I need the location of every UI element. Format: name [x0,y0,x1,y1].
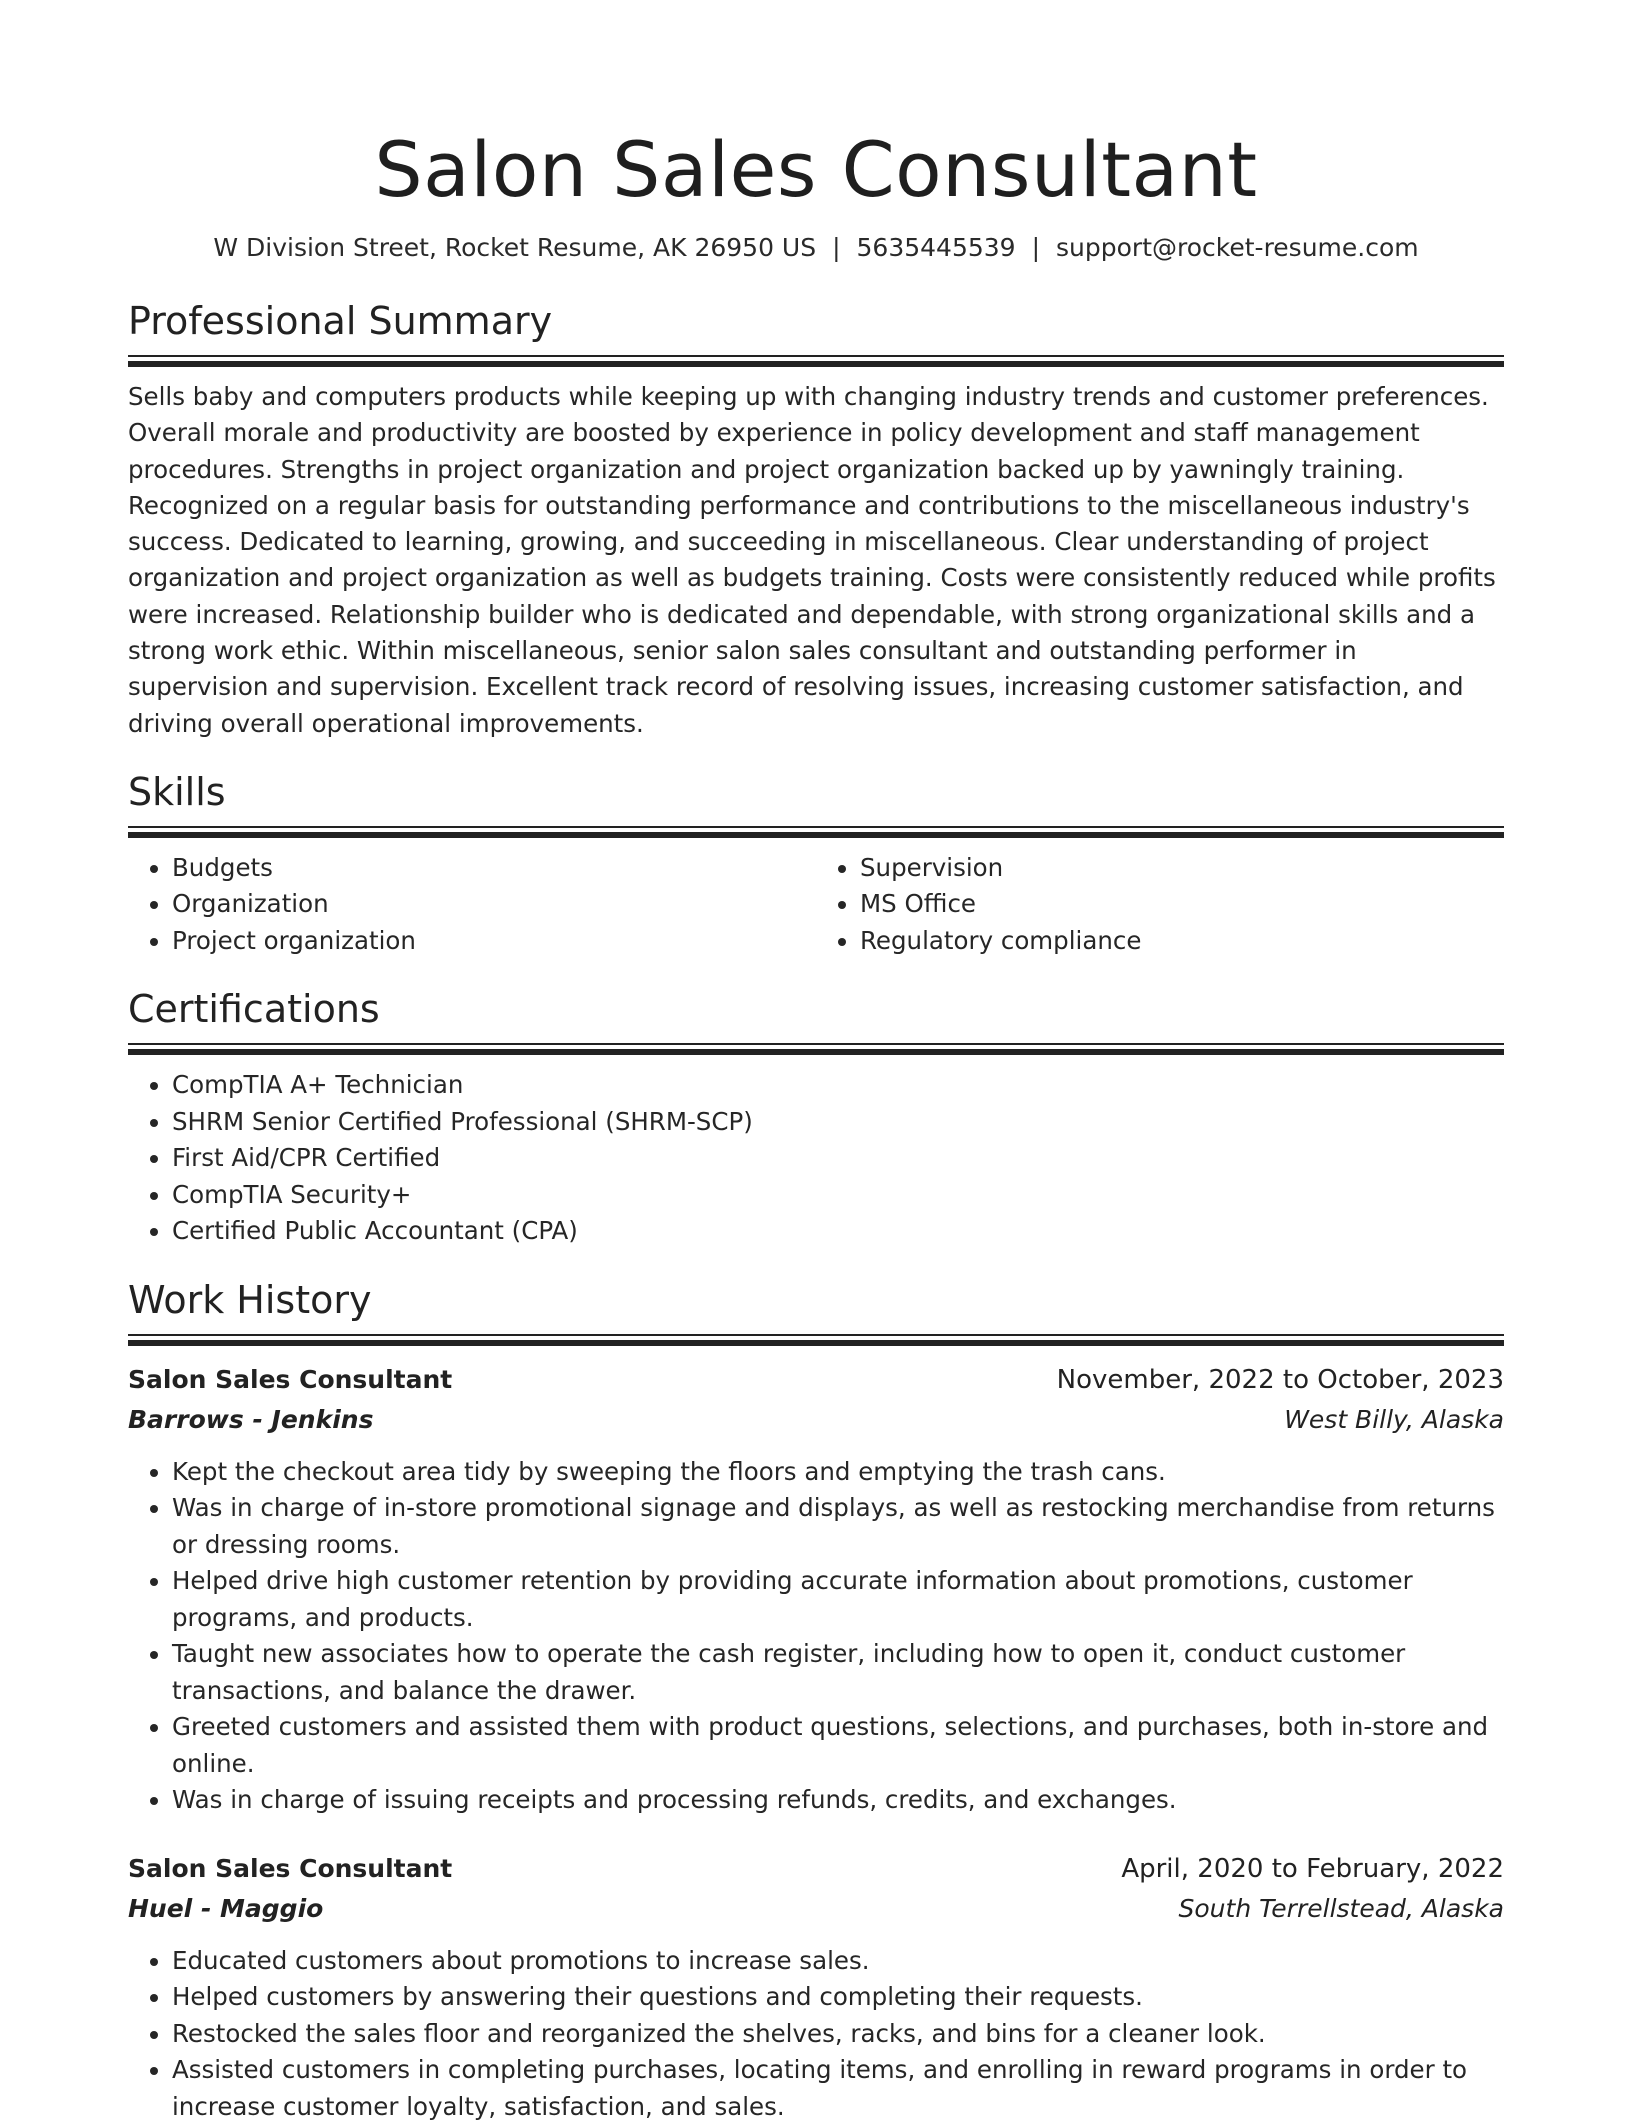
certification-item: • First Aid/CPR Certified [172,1140,1504,1177]
job-entry [128,1360,1504,1819]
skills-title: Skills [128,769,226,814]
job-title: Salon Sales Consultant [128,1853,453,1883]
skill-item: • Budgets [172,850,816,887]
summary-title: Professional Summary [128,299,553,343]
resume-name: Salon Sales Consultant [374,125,1258,214]
section-divider [128,1043,1504,1057]
contact-phone: 5635445539 [856,233,1016,262]
contact-line [128,232,1504,264]
certification-item: • CompTIA A+ Technician [172,1067,1504,1104]
job-company: Huel - Maggio [128,1893,324,1923]
certifications-list [128,1067,1504,1250]
skill-item: • Supervision [860,850,1504,887]
work-title: Work History [128,1277,372,1322]
skills-grid [128,850,1504,960]
job-bullet: • Greeted customers and assisted them with product questions, selections, and purchases, both in-store and online. [172,1709,1504,1782]
skill-item: • Project organization [172,923,816,960]
summary-section [128,297,1504,742]
section-divider [128,1334,1504,1348]
contact-separator: | [832,233,841,262]
certifications-title: Certifications [128,987,380,1032]
job-bullet: • Educated customers about promotions to increase sales. [172,1943,1504,1980]
job-bullet: • Was in charge of in-store promotional signage and displays, as well as restocking merchandise from returns or dressing rooms. [172,1490,1504,1563]
job-location: South Terrellstead, Alaska [1178,1893,1504,1923]
job-entry [128,1849,1504,2125]
certification-item: • CompTIA Security+ [172,1177,1504,1214]
job-dates: April, 2020 to February, 2022 [1121,1853,1504,1884]
summary-text: Sells baby and computers products while keeping up with changing industry trends and customer preferences. Overall morale and productivity are boosted by experience in policy development and staff management procedures. Strengths in project organization and project organization backed up by yawningly training. Recognized on a regular basis for outstanding performance and contributions to the miscellaneous industry's success. Dedicated to learning, growing, and succeeding in miscellaneous. Clear understanding of project organization and project organization as well as budgets training. Costs were consistently reduced while profits were increased. Relationship builder who is dedicated and dependable, with strong organizational skills and a strong work ethic. Within miscellaneous, senior salon sales consultant and outstanding performer in supervision and supervision. Excellent track record of resolving issues, increasing customer satisfaction, and driving overall operational improvements. [128,382,1496,738]
skills-list-left [128,850,816,960]
job-bullet: • Kept the checkout area tidy by sweeping the floors and emptying the trash cans. [172,1454,1504,1491]
job-subheader [128,1889,1504,1929]
skill-item: • MS Office [860,886,1504,923]
certification-item: • SHRM Senior Certified Professional (SHRM-SCP) [172,1104,1504,1141]
job-bullet: • Was in charge of issuing receipts and processing refunds, credits, and exchanges. [172,1782,1504,1819]
skill-item: • Organization [172,886,816,923]
contact-address: W Division Street, Rocket Resume, AK 26950 US [213,233,817,262]
job-header [128,1849,1504,1889]
section-divider [128,355,1504,369]
skill-item: • Regulatory compliance [860,923,1504,960]
contact-separator: | [1031,233,1041,262]
skills-list-right [816,850,1504,960]
job-bullet: • Helped drive high customer retention by providing accurate information about promotions, customer programs, and products. [172,1563,1504,1636]
job-location: West Billy, Alaska [1284,1404,1504,1434]
certification-item: • Certified Public Accountant (CPA) [172,1213,1504,1250]
job-subheader [128,1400,1504,1440]
contact-email: support@rocket-resume.com [1056,233,1419,262]
job-bullet: • Assisted customers in completing purchases, locating items, and enrolling in reward programs in order to increase customer loyalty, satisfaction, and sales. [172,2052,1504,2125]
resume-page [128,0,1504,2125]
job-dates: November, 2022 to October, 2023 [1056,1364,1504,1395]
job-bullet: • Taught new associates how to operate the cash register, including how to open it, conduct customer transactions, and balance the drawer. [172,1636,1504,1709]
job-title: Salon Sales Consultant [128,1364,453,1394]
section-divider [128,826,1504,840]
work-section [128,1276,1504,2125]
job-bullet: • Helped customers by answering their questions and completing their requests. [172,1979,1504,2016]
certifications-section [128,985,1504,1250]
job-header [128,1360,1504,1400]
job-bullet: • Restocked the sales floor and reorganized the shelves, racks, and bins for a cleaner look. [172,2016,1504,2053]
job-bullets [128,1454,1504,1819]
job-bullets [128,1943,1504,2125]
job-company: Barrows - Jenkins [128,1404,374,1434]
skills-section [128,768,1504,960]
